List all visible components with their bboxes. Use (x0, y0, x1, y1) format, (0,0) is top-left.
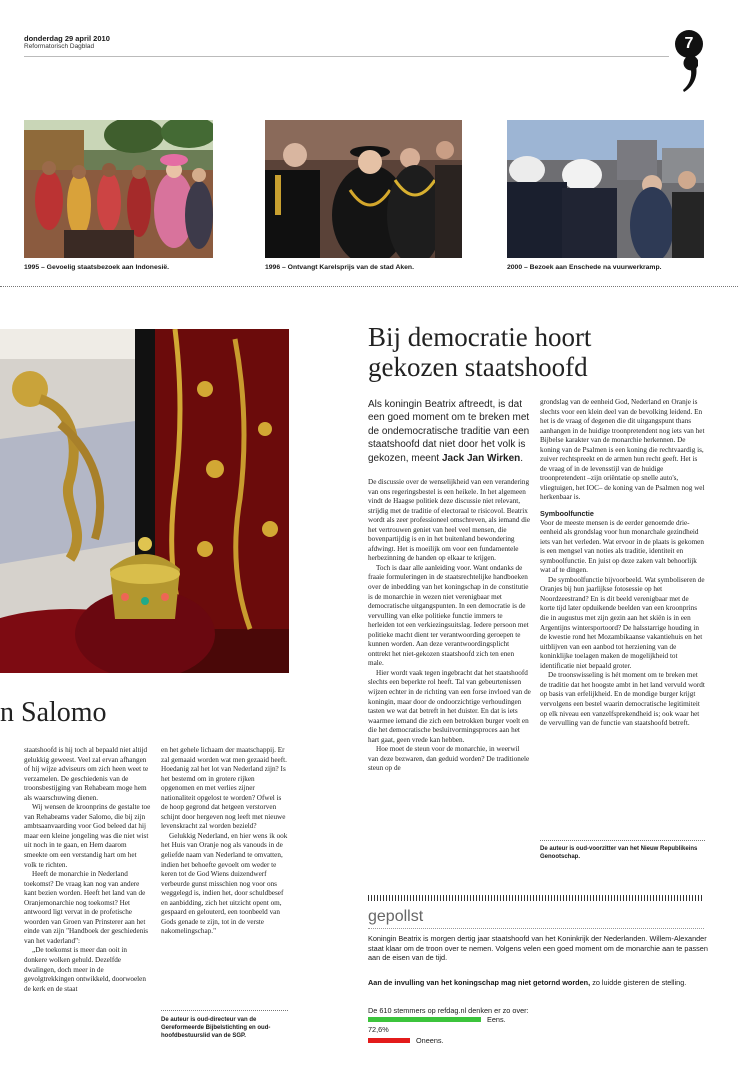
photo-caption: 1995 – Gevoelig staatsbezoek aan Indonesië. (24, 264, 170, 271)
paragraph: „De toekomst is meer dan ooit in donkere wolken gehuld. Dezelfde dwalingen, doch meer in de gevolgtrekkingen ontwikkeld, doorwoelen de kerk en de staat (24, 946, 146, 993)
paragraph: staatshoofd is hij toch al bepaald niet altijd gelukkig geweest. Veel zal ervan afhangen of hij wijze adviseurs om zich heen weet te verzamelen. De geschiedenis van de troonsbestijging van Rehabeam moge hem als waarschuwing dienen. (24, 746, 149, 802)
header-divider (24, 56, 669, 57)
poll-header-bar (368, 895, 704, 901)
author-divider (161, 1010, 288, 1011)
article-lede: Als koningin Beatrix aftreedt, is dat een goed moment om te breken met de ondemocratische traditie van een staatshoofd dat niet door het volk is gekozen, meent Jack Jan Wirken. (368, 399, 530, 464)
photo-indonesia (24, 120, 213, 258)
section-divider (0, 286, 738, 287)
poll-label-eens: Eens. (487, 1015, 506, 1024)
poll-statement: Aan de invulling van het koningschap mag niet getornd worden, (368, 978, 591, 987)
paragraph: De symboolfunctie bijvoorbeeld. Wat symboliseren de Oranjes bij hun jaarlijkse fotosessie op het Noordzeestrand? En is dit beeld verenigbaar met de korte tijd later opduikende beelden van een kroonprins die in augustus met zijn gezin aan het skiën is in een Argentijns wintersportoord? De halsstarrige houding in de kwestie rond het Mozambikaanse vakantiehuis en het uitblijven van een aanbod tot herziening van de koninklijke toelagen maken de mogelijkheid tot identificatie niet bepaald groter. (540, 575, 705, 670)
headline-line: Bij democratie hoort (368, 322, 592, 352)
poll-intro: De 610 stemmers op refdag.nl denken er zo over: (368, 1006, 529, 1015)
article-column (161, 746, 288, 937)
comma-logo-icon (682, 54, 698, 94)
paragraph: Wij wensen de kroonprins de gestalte toe van Rehabeams vader Salomo, die bij zijn ambtsaanvaarding voor God beleed dat hij maar een kleine jongeling was die niet wist uit noch in te gaan, en Hem daarom smeekte om een verstandig hart om het volk te richten. (24, 803, 151, 869)
subheading: Symboolfunctie (540, 509, 594, 519)
article-column (368, 478, 531, 774)
photo-caption: 2000 – Bezoek aan Enschede na vuurwerkramp. (507, 264, 662, 271)
poll-percent: 72,6% (368, 1025, 389, 1034)
page-number-badge: 7 (675, 30, 703, 58)
poll-divider (368, 928, 704, 929)
lede-author: Jack Jan Wirken (441, 452, 521, 464)
poll-question-rest: zo luidde gisteren de stelling. (590, 978, 687, 987)
photo-enschede (507, 120, 704, 258)
paragraph: Toch is daar alle aanleiding voor. Want ondanks de fraaie formuleringen in de staatsrechtelijke handboeken over de inbedding van het koningschap in de constitutie is de monarchie in wezen niet verenigbaar met democratische uitgangspunten. In een democratie is de vervulling van elke politieke functie immers te herleiden tot een verkiezingsuitslag. Iedere persoon met politieke macht dient ter verantwoording geroepen te kunnen worden. Aan deze verantwoordingsplicht onttrekt het niet-gekozen staatshoofd zich ten enen male. (368, 563, 529, 668)
poll-bar-oneens (368, 1038, 410, 1043)
poll-question (368, 978, 708, 988)
photo-caption: 1996 – Ontvangt Karelsprijs van de stad Aken. (265, 264, 414, 271)
paragraph: en het gehele lichaam der maatschappij. Er zal gemaaid worden wat men gezaaid heeft. Hoedanig zal het lot van Nederland zijn? Is het bestemd om in grotere rijken opgenomen en met verlies zijner nationaliteit opgelost te worden? Ofwel is de hoop gegrond dat hetgeen verstorven schijnt door hergeven nog leeft met nieuwe levenskracht zal worden bezield? (161, 746, 287, 831)
paragraph: Gelukkig Nederland, en hier wens ik ook het Huis van Oranje nog als vanouds in de geliefde naam van Nederland te omvatten, indien het behoefte gevoelt om weder te keren tot de God Wiens duizendwerf verbeurde gunst misschien nog voor ons weggelegd is, indien het, door schuldbesef en aanbidding, zich het uitzicht opent om, gespaard en gelouterd, een toonbeeld van Gods genade te zijn, tot in de verste nakomelingschap." (161, 831, 288, 936)
article-headline (368, 322, 718, 382)
paragraph: De discussie over de wenselijkheid van een verandering van ons regeringsbestel is een heikele. In het algemeen vindt de Haagse politiek deze discussie niet relevant, strijdig met de traditie of electoraal te risicovol. Beatrix wordt als zeer professioneel omschreven, als iemand die het vertrouwen geniet van heel veel mensen, die bovenpartijdig is en in het buitenland bewondering afdwingt. Het is moeilijk om voor een fundamentele herbezinning de handen op elkaar te krijgen. (368, 478, 531, 563)
poll-bar-eens (368, 1017, 481, 1022)
left-headline-fragment: n Salomo (0, 697, 107, 728)
paragraph: Hoe moet de steun voor de monarchie, in weerwil van deze bezwaren, dan geduid worden? De traditionele steun op de (368, 745, 530, 773)
article-column (24, 746, 151, 994)
crown-throne-image (0, 329, 289, 673)
poll-label-oneens: Oneens. (416, 1036, 444, 1045)
headline-line: gekozen staatshoofd (368, 352, 588, 382)
lede-text: Als koningin Beatrix aftreedt, is dat een goed moment om te breken met de ondemocratische traditie van een staatshoofd dat niet door het volk is gekozen, meent (368, 399, 530, 464)
paragraph: De troonswisseling is hét moment om te breken met de traditie dat het hoogste ambt in het land vervuld wordt op basis van erfelijkheid. En de mondige burger krijgt vervolgens een bestel waarin democratische legitimiteit op elk niveau een vanzelfsprekendheid is; ook waar het de vervulling van de functie van staatshoofd betreft. (540, 671, 705, 728)
author-note: De auteur is oud-directeur van de Gereformeerde Bijbelstichting en oud-hoofdbestuurslid van de SGP. (161, 1017, 271, 1039)
article-column (540, 398, 705, 729)
newspaper-name: Reformatorisch Dagblad (24, 43, 95, 50)
poll-title: gepollst (368, 908, 424, 925)
photo-aken (265, 120, 462, 258)
paragraph: Voor de meeste mensen is de eerder genoemde drie-eenheid als grondslag voor hun monarchale gezindheid iets van het verleden. Wat ervoor in de plaats is gekomen is een mengsel van noties als traditie, identiteit en symboolfunctie. En juist op deze zaken valt behoorlijk wat af te dingen. (540, 518, 704, 575)
poll-description: Koningin Beatrix is morgen dertig jaar staatshoofd van het Koninkrijk der Nederlanden. Willem-Alexander staat klaar om de troon over te nemen. Volgens velen een goed moment om de monarchie aan te passen aan de eisen van de tijd. (368, 934, 708, 963)
author-divider (540, 840, 705, 841)
paragraph: grondslag van de eenheid God, Nederland en Oranje is slechts voor een klein deel van de bevolking leidend. En het is de vraag of degenen die dit uitgangspunt thans aanhangen in de huidige troonpretendent nog iets van het Bijbelse karakter van de monarchie herkennen. De koning van de Psalmen is een koning die rechtvaardig is, zuiver rechtspreekt en de armen hun recht geeft. Het is de vraag of in de levensstijl van de huidige troonpretendent –zijn oriëntatie op snelle auto's, vliegtuigen, het IOC– de koning van de Psalmen nog wel herkenbaar is. (540, 398, 705, 502)
paragraph: Hier wordt vaak tegen ingebracht dat het staatshoofd slechts een beperkte rol heeft. Tal van gebeurtenissen wijzen echter in de richting van een forse invloed van de koningin, maar door de ondoorzichtige verhoudingen tasten we wat dat betreft in het duister. En dat is iets waarmee iemand die zich een betrokken burger voelt en die het democratische besluitvormingsproces aan het hart gaat, geen vrede kan hebben. (368, 668, 531, 744)
edition-date: donderdag 29 april 2010 (24, 34, 110, 43)
paragraph: Heeft de monarchie in Nederland toekomst? De vraag kan nog van andere kant bezien worden. Heeft het land van de Oranjemonarchie nog toekomst? Het antwoord ligt vervat in de profetische woorden van Groen van Prinsterer aan het einde van zijn "Handboek der geschiedenis van het vaderland": (24, 870, 149, 945)
author-note: De auteur is oud-voorzitter van het Nieuw Republikeins Genootschap. (540, 846, 698, 860)
